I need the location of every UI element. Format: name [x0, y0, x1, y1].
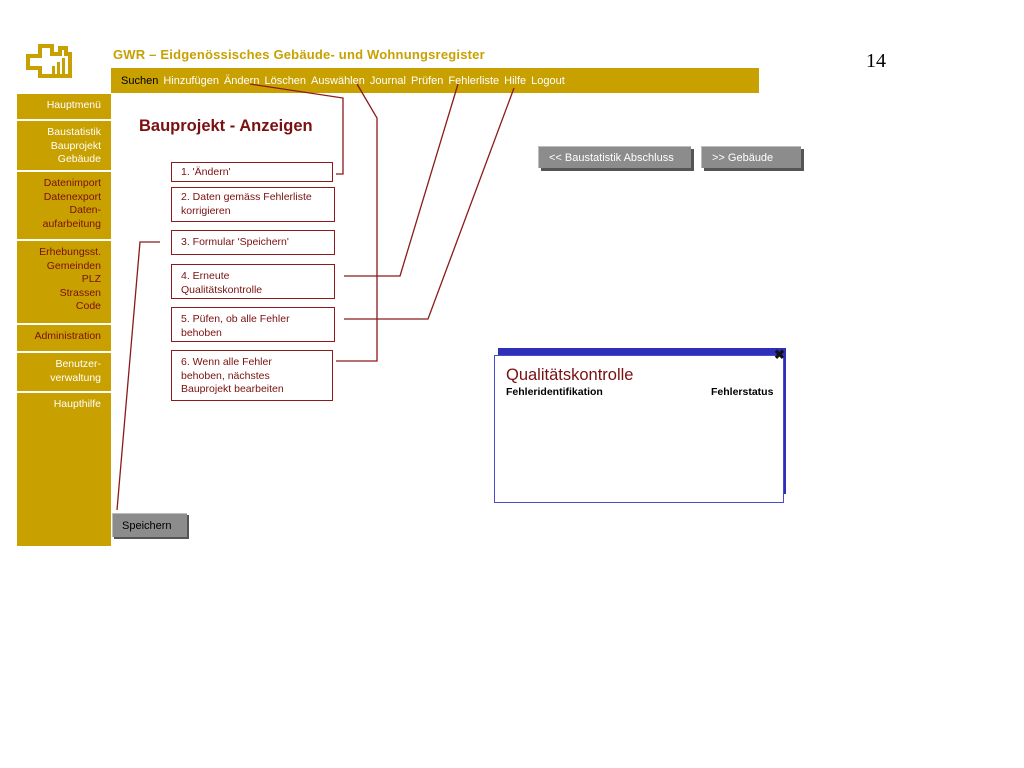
step-text: behoben, nächstes [181, 369, 270, 382]
save-button[interactable]: Speichern [112, 513, 187, 537]
sidebar-item-label: PLZ [81, 273, 101, 285]
sidebar-item-label: Hauptmenü [46, 99, 101, 111]
step-text: korrigieren [181, 204, 231, 217]
menu-item-hilfe[interactable]: Hilfe [504, 75, 527, 87]
sidebar-item-label: Gebäude [57, 153, 101, 165]
quality-control-dialog [494, 348, 786, 504]
sidebar-item-label: Baustatistik [47, 126, 101, 138]
prev-baustatistik-abschluss-button[interactable]: << Baustatistik Abschluss [538, 146, 691, 168]
sidebar-item-label: Datenexport [43, 190, 101, 203]
step-text: 2. Daten gemäss Fehlerliste [181, 191, 312, 203]
page-number: 14 [866, 50, 886, 72]
next-gebaeude-button[interactable]: >> Gebäude [701, 146, 801, 168]
connector-step4 [344, 84, 458, 276]
step-2-box [171, 187, 335, 222]
close-icon[interactable]: ✖ [774, 347, 785, 362]
sidebar-item-label: Administration [34, 330, 101, 342]
step-text: 3. Formular 'Speichern' [181, 236, 289, 248]
sidebar-item-label: Benutzer- [55, 358, 101, 370]
dialog-title: Qualitätskontrolle [506, 366, 634, 384]
app-title: GWR – Eidgenössisches Gebäude- und Wohnungsregister [113, 47, 485, 62]
step-6-box [171, 350, 333, 401]
connector-step3 [117, 242, 160, 510]
step-text: Bauprojekt bearbeiten [181, 383, 284, 395]
menu-item-logout[interactable]: Logout [531, 75, 565, 87]
column-header-fehlerstatus: Fehlerstatus [711, 386, 774, 398]
step-4-box [171, 264, 335, 299]
sidebar-item-label: Gemeinden [46, 259, 101, 272]
sidebar-item-label: Haupthilfe [53, 398, 101, 410]
page-title: Bauprojekt - Anzeigen [139, 117, 313, 135]
step-1-box [171, 162, 333, 182]
menu-item-auswaehlen[interactable]: Auswählen [311, 75, 365, 87]
connector-step5 [344, 88, 514, 319]
menu-item-suchen[interactable]: Suchen [121, 75, 159, 87]
column-header-fehleridentifikation: Fehleridentifikation [506, 386, 603, 398]
sidebar-item-label: Code [75, 300, 101, 312]
menu-item-pruefen[interactable]: Prüfen [410, 75, 444, 87]
step-text: Qualitätskontrolle [181, 283, 263, 296]
step-text: 1. 'Ändern' [181, 166, 231, 178]
step-text: behoben [181, 326, 222, 339]
step-5-box [171, 307, 335, 342]
dialog-panel [494, 355, 784, 503]
step-text: 5. Püfen, ob alle Fehler [181, 313, 290, 325]
step-text: 4. Erneute [181, 270, 230, 282]
step-3-box [171, 230, 335, 255]
menu-item-aendern[interactable]: Ändern [223, 75, 260, 87]
connector-step1 [250, 84, 343, 174]
sidebar-item-label: Datenimport [43, 177, 101, 189]
sidebar-item-label: aufarbeitung [42, 217, 101, 230]
menu-item-hinzufuegen[interactable]: Hinzufügen [163, 75, 219, 87]
menu-item-fehlerliste[interactable]: Fehlerliste [448, 75, 500, 87]
menu-item-loeschen[interactable]: Löschen [264, 75, 307, 87]
sidebar-item-label: Bauprojekt [50, 139, 101, 152]
sidebar-item-label: Daten- [69, 204, 101, 216]
step-text: 6. Wenn alle Fehler [181, 356, 272, 368]
sidebar-item-label: verwaltung [50, 371, 101, 384]
menu-item-journal[interactable]: Journal [369, 75, 406, 87]
sidebar-item-label: Erhebungsst. [39, 246, 101, 258]
sidebar-item-label: Strassen [59, 286, 101, 299]
